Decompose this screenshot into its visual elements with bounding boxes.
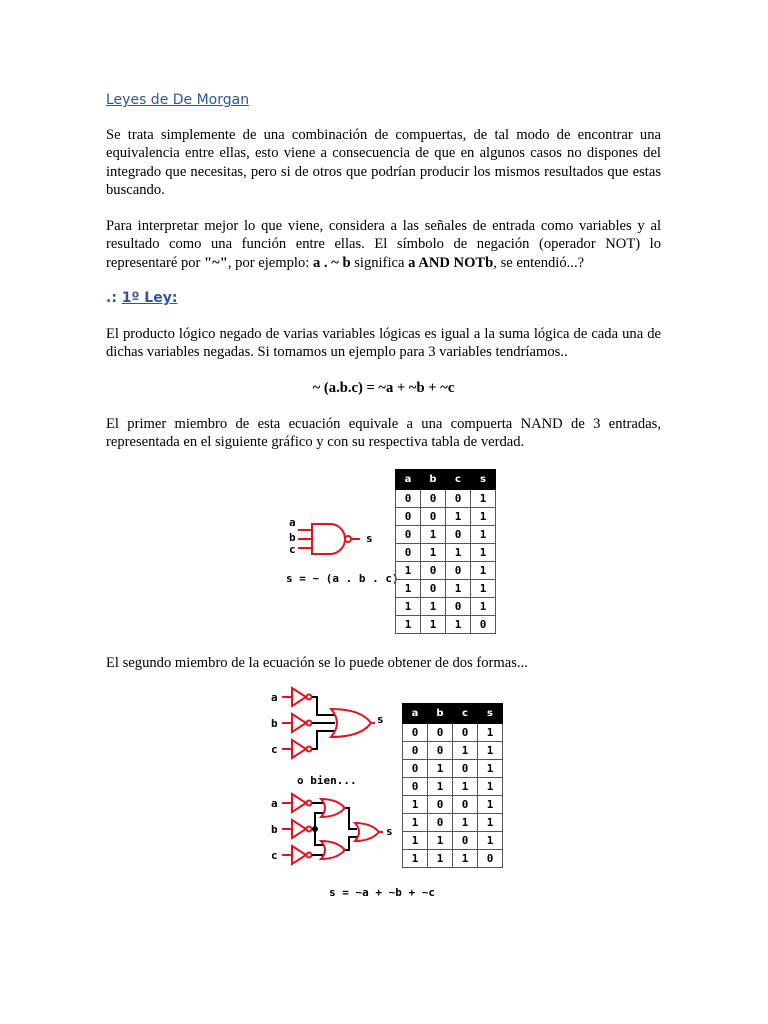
- upper-output-s-label: s: [377, 713, 384, 726]
- table-row: [403, 814, 503, 832]
- table-header-row: [403, 704, 503, 724]
- table-row: [403, 778, 503, 796]
- cell: 0: [396, 544, 421, 562]
- notation-text-3: significa: [350, 254, 409, 271]
- cell: 0: [396, 508, 421, 526]
- cell: 1: [478, 724, 503, 742]
- header-b: b: [421, 470, 446, 490]
- table-row: [403, 760, 503, 778]
- lower-input-a-label: a: [271, 797, 278, 810]
- truth-table-nand: [395, 469, 496, 634]
- cell: 1: [471, 580, 496, 598]
- cell: 0: [428, 814, 453, 832]
- notation-meaning: a AND NOTb: [408, 254, 494, 271]
- table-row: [396, 580, 496, 598]
- law-1-heading: [106, 290, 177, 306]
- upper-input-c-label: c: [271, 743, 278, 756]
- paragraph-second-member-text: El segundo miembro de la ecuación se lo puede obtener de dos formas...: [106, 655, 528, 671]
- table-row: [396, 508, 496, 526]
- cell: 1: [453, 850, 478, 868]
- upper-input-b-label: b: [271, 717, 278, 730]
- lower-input-b-label: b: [271, 823, 278, 836]
- page-title: Leyes de De Morgan: [106, 92, 250, 108]
- paragraph-notation: [106, 217, 661, 272]
- cell: 1: [403, 832, 428, 850]
- cell: 0: [396, 526, 421, 544]
- paragraph-intro: [106, 126, 661, 199]
- header-s: s: [478, 704, 503, 724]
- upper-input-a-label: a: [271, 691, 278, 704]
- cell: 0: [478, 850, 503, 868]
- cell: 0: [453, 760, 478, 778]
- lower-input-c-label: c: [271, 849, 278, 862]
- cell: 1: [428, 832, 453, 850]
- input-b-label: b: [289, 531, 296, 544]
- cell: 1: [403, 850, 428, 868]
- nand-gate-icon: [298, 524, 360, 554]
- cell: 0: [453, 832, 478, 850]
- paragraph-nand: [106, 415, 661, 452]
- paragraph-second-member: [106, 654, 661, 672]
- cell: 1: [396, 562, 421, 580]
- cell: 0: [421, 490, 446, 508]
- table-row: [396, 490, 496, 508]
- output-s-label: s: [366, 532, 373, 545]
- cell: 1: [446, 544, 471, 562]
- or-alternative-text: o bien...: [297, 774, 357, 787]
- cell: 1: [428, 760, 453, 778]
- cell: 0: [403, 742, 428, 760]
- cell: 1: [453, 742, 478, 760]
- law-1-title: 1º Ley:: [121, 290, 178, 306]
- cell: 1: [446, 508, 471, 526]
- notation-text-2: , por ejemplo:: [227, 254, 313, 271]
- cell: 1: [428, 850, 453, 868]
- cell: 1: [478, 778, 503, 796]
- table-row: [396, 598, 496, 616]
- cell: 1: [453, 778, 478, 796]
- equation: [106, 379, 661, 397]
- input-c-label: c: [289, 543, 296, 556]
- cell: 0: [421, 562, 446, 580]
- cell: 0: [446, 490, 471, 508]
- cell: 1: [471, 544, 496, 562]
- table-row: [396, 616, 496, 634]
- law-1-prefix: .:: [106, 290, 122, 306]
- header-a: a: [403, 704, 428, 724]
- cell: 1: [478, 760, 503, 778]
- cell: 0: [471, 616, 496, 634]
- header-c: c: [453, 704, 478, 724]
- cell: 0: [403, 724, 428, 742]
- cell: 0: [428, 742, 453, 760]
- cell: 1: [396, 598, 421, 616]
- cell: 0: [453, 724, 478, 742]
- cell: 1: [478, 742, 503, 760]
- notation-text-4: , se entendió...?: [493, 254, 585, 271]
- paragraph-nand-text: El primer miembro de esta ecuación equivale a una compuerta NAND de 3 entradas, representada en el siguiente gráfico y con su respectiva tabla de verdad.: [106, 416, 661, 451]
- table-row: [396, 562, 496, 580]
- cell: 1: [396, 616, 421, 634]
- cell: 0: [396, 490, 421, 508]
- cell: 0: [446, 526, 471, 544]
- lower-output-s-label: s: [386, 825, 393, 838]
- cell: 1: [471, 562, 496, 580]
- notation-symbol: "~": [204, 254, 228, 271]
- cell: 1: [478, 814, 503, 832]
- table-row: [403, 850, 503, 868]
- cell: 0: [446, 562, 471, 580]
- upper-not-or-gates-icon: [282, 688, 312, 758]
- notation-text-1: Para interpretar mejor lo que viene, considera a las señales de entrada como variables y al resultado como una función entre ellas. El símbolo de negación (operador NOT) lo representaré por: [106, 218, 661, 271]
- upper-wires: [312, 697, 335, 749]
- table-row: [396, 544, 496, 562]
- cell: 1: [471, 490, 496, 508]
- header-a: a: [396, 470, 421, 490]
- header-s: s: [471, 470, 496, 490]
- cell: 1: [471, 508, 496, 526]
- upper-or-gate-icon: [331, 709, 375, 737]
- equation-text: ~ (a.b.c) = ~a + ~b + ~c: [312, 380, 455, 396]
- cell: 0: [421, 508, 446, 526]
- cell: 1: [421, 598, 446, 616]
- cell: 1: [453, 814, 478, 832]
- paragraph-intro-text: Se trata simplemente de una combinación de compuertas, de tal modo de encontrar una equivalencia entre ellas, esto viene a consecuencia de que en algunos casos no dispones del integrado que necesitas, pero si de otros que podrían producir los mismos resultados que estas buscando.: [106, 127, 661, 198]
- cell: 1: [446, 616, 471, 634]
- notation-example: a . ~ b: [312, 254, 351, 271]
- cell: 1: [403, 814, 428, 832]
- or-formula: s = ~a + ~b + ~c: [329, 886, 435, 899]
- nand-formula: s = ~ (a . b . c): [286, 572, 399, 585]
- cell: 1: [421, 616, 446, 634]
- table-row: [403, 742, 503, 760]
- cell: 0: [446, 598, 471, 616]
- header-b: b: [428, 704, 453, 724]
- cell: 0: [453, 796, 478, 814]
- cell: 1: [428, 778, 453, 796]
- table-row: [396, 526, 496, 544]
- header-c: c: [446, 470, 471, 490]
- cell: 0: [428, 796, 453, 814]
- table-row: [403, 832, 503, 850]
- input-a-label: a: [289, 516, 296, 529]
- truth-table-or-not: [402, 703, 503, 868]
- paragraph-law-1: [106, 325, 661, 362]
- table-header-row: [396, 470, 496, 490]
- cell: 1: [478, 796, 503, 814]
- cell: 0: [403, 760, 428, 778]
- cell: 0: [421, 580, 446, 598]
- lower-wires: [312, 803, 357, 855]
- table-row: [403, 796, 503, 814]
- cell: 1: [396, 580, 421, 598]
- paragraph-law-1-text: El producto lógico negado de varias variables lógicas es igual a la suma lógica de cada una de dichas variables negadas. Si tomamos un ejemplo para 3 variables tendríamos..: [106, 326, 661, 361]
- cell: 1: [421, 526, 446, 544]
- cell: 1: [471, 598, 496, 616]
- table-row: [403, 724, 503, 742]
- lower-not-gates-icon: [282, 794, 312, 864]
- cell: 0: [428, 724, 453, 742]
- cell: 1: [446, 580, 471, 598]
- cell: 0: [403, 778, 428, 796]
- cell: 1: [403, 796, 428, 814]
- cell: 1: [478, 832, 503, 850]
- cell: 1: [421, 544, 446, 562]
- cell: 1: [471, 526, 496, 544]
